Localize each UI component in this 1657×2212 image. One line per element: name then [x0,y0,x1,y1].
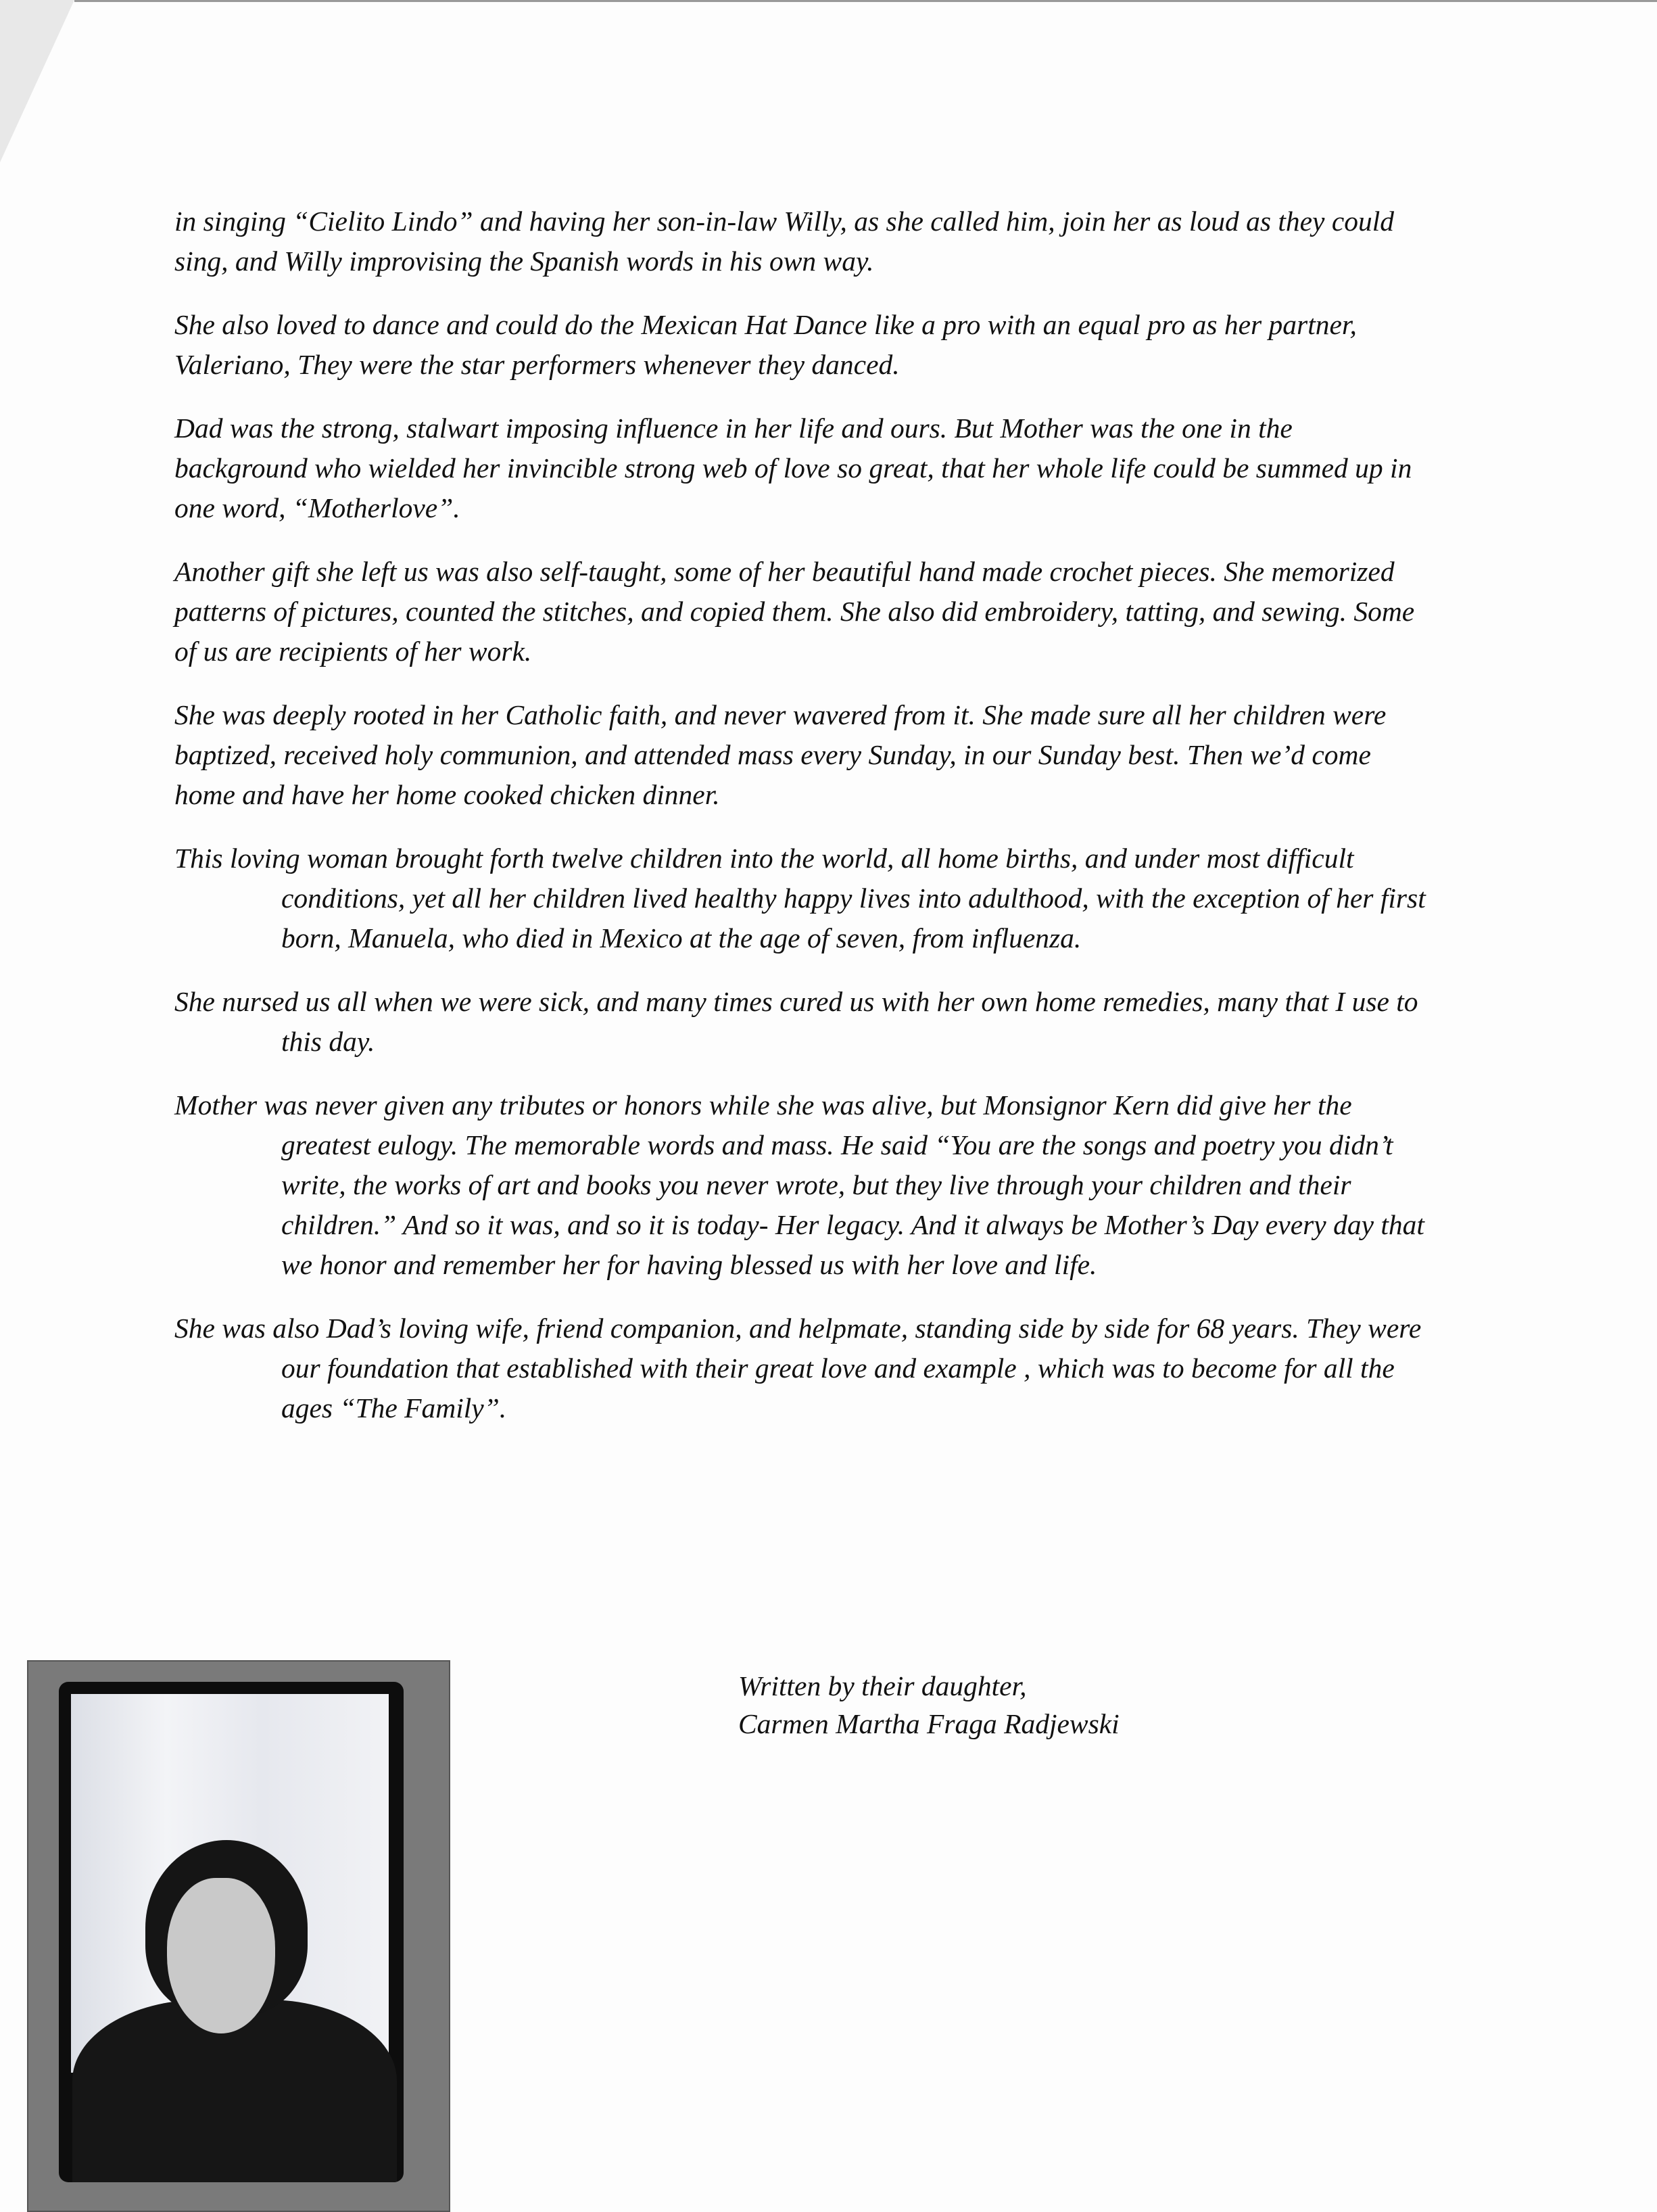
signature-block [738,1667,1120,1743]
paragraph-singing: in singing “Cielito Lindo” and having her son-in-law Willy, as she called him, join her as loud as they could sing, and Willy improvising the Spanish words in his own way. [174,206,1395,277]
paragraph-faith: She was deeply rooted in her Catholic faith, and never wavered from it. She made sure all her children were baptized, received holy communion, and attended mass every Sunday, in our Sunday best. Then we’d come home and have her home cooked chicken dinner. [174,699,1387,810]
paragraph-remedies: She nursed us all when we were sick, and many times cured us with her own home remedies, many that I use to this day. [174,986,1418,1057]
page-top-edge [74,0,1657,2]
paragraph-the-family: She was also Dad’s loving wife, friend companion, and helpmate, standing side by side for 68 years. They were our foundation that established with their great love and example , which was to become for all the ages “The Family”. [174,1313,1422,1423]
paragraph-motherlove: Dad was the strong, stalwart imposing influence in her life and ours. But Mother was the one in the background who wielded her invincible strong web of love so great, that her whole life could be summed up in one word, “Motherlove”. [174,413,1412,523]
paragraph-crochet: Another gift she left us was also self-taught, some of her beautiful hand made crochet pieces. She memorized patterns of pictures, counted the stitches, and copied them. She also did embroidery, tatting, and sewing. Some of us are recipients of her work. [174,556,1415,667]
portrait-photo [27,1660,450,2212]
paragraph-eulogy: Mother was never given any tributes or honors while she was alive, but Monsignor Kern did give her the greatest eulogy. The memorable words and mass. He said “You are the songs and poetry you didn’t write, the works of art and books you never wrote, but they live through your children and their children.” And so it was, and so it is today- Her legacy. And it always be Mother’s Day every day that we honor and remember her for having blessed us with her love and life. [174,1089,1424,1280]
signature-line-1: Written by their daughter, [738,1670,1027,1701]
paragraph-dance: She also loved to dance and could do the Mexican Hat Dance like a pro with an equal pro as her partner, Valeriano, They were the star performers whenever they danced. [174,309,1357,380]
photo-figure-face [167,1878,275,2033]
photo-image-area [59,1682,404,2182]
paragraph-twelve-children: This loving woman brought forth twelve children into the world, all home births, and under most difficult conditions, yet all her children lived healthy happy lives into adulthood, with the exception of her first born, Manuela, who died in Mexico at the age of seven, from influenza. [174,843,1426,954]
signature-author-name: Carmen Martha Fraga Radjewski [738,1708,1120,1739]
folded-page-corner [0,0,74,162]
document-body [174,202,1432,1452]
